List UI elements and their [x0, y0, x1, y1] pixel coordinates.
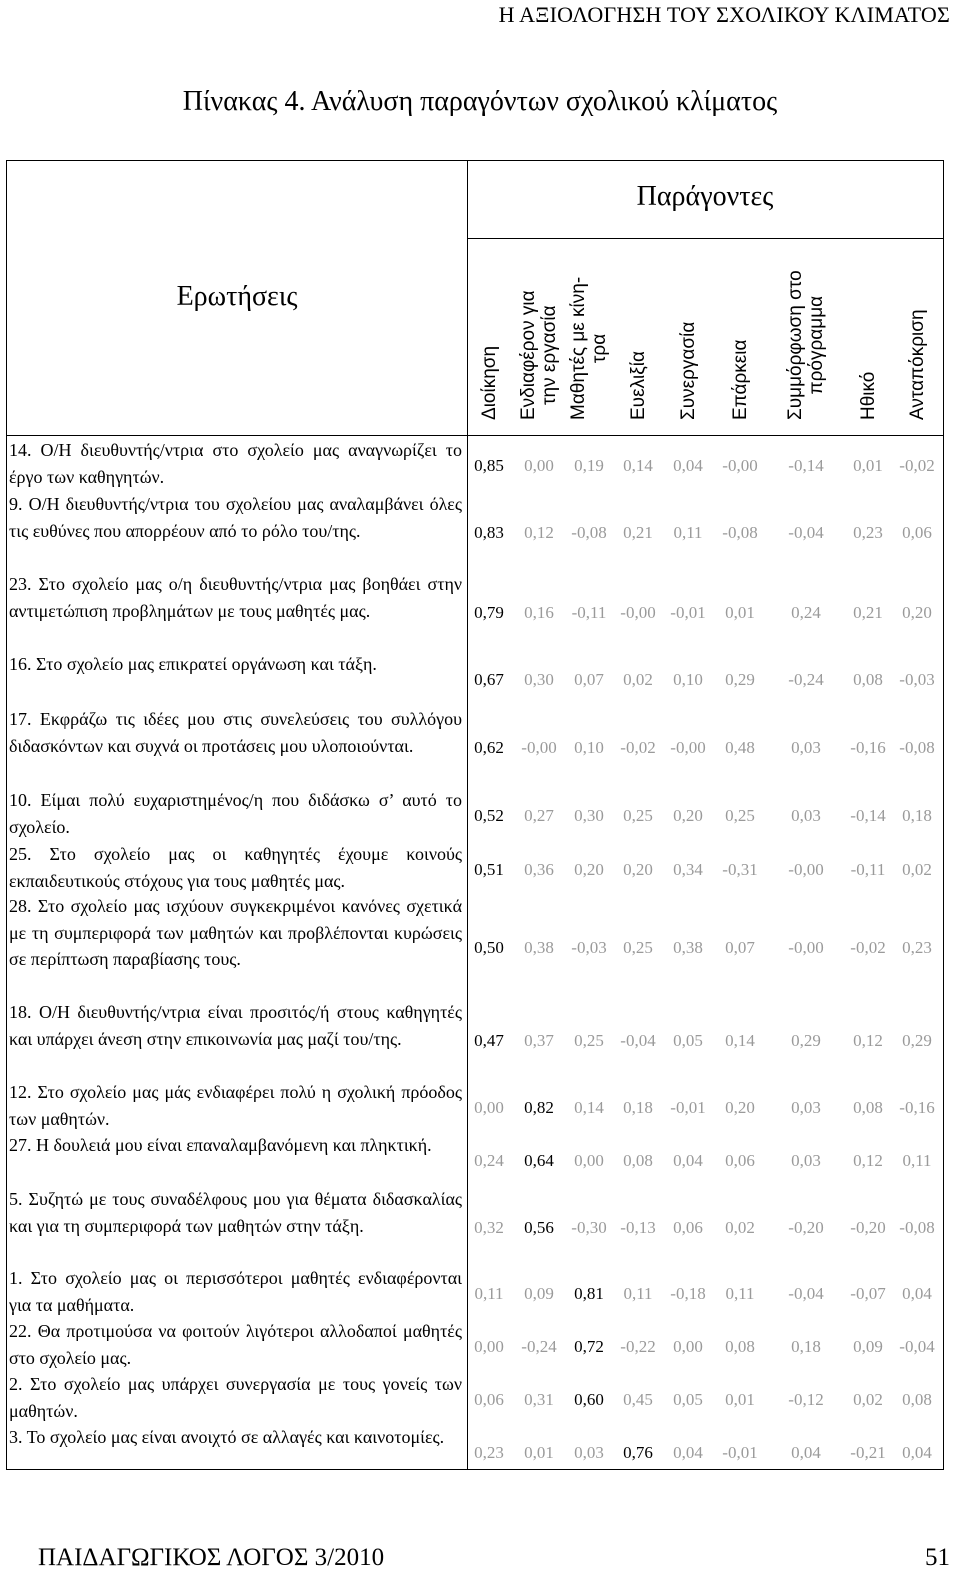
loading-value: -0,04	[788, 1283, 824, 1303]
question-text: 3. Το σχολείο μας είναι ανοιχτό σε αλλαγές και καινοτομίες.	[9, 1427, 445, 1447]
journal-footer: ΠΑΙΔΑΓΩΓΙΚΟΣ ΛΟΓΟΣ 3/2010	[38, 1544, 385, 1571]
loading-value: -0,02	[850, 938, 886, 957]
loading-value: -0,00	[788, 859, 824, 879]
table-row	[7, 571, 943, 651]
loading-value: -0,00	[670, 737, 706, 757]
running-header: Η ΑΞΙΟΛΟΓΗΣΗ ΤΟΥ ΣΧΟΛΙΚΟΥ ΚΛΙΜΑΤΟΣ	[498, 2, 950, 27]
loading-value: 0,00	[474, 1336, 504, 1356]
table-row	[7, 1079, 943, 1132]
loading-value: 0,02	[623, 669, 653, 689]
column-header-line: Διοίκηση	[478, 345, 500, 420]
loading-value: 0,50	[474, 938, 504, 957]
loading-value: -0,08	[899, 1217, 935, 1237]
loading-value: 0,01	[725, 1389, 755, 1409]
loading-value: 0,11	[725, 1283, 755, 1303]
loading-value: 0,18	[623, 1097, 653, 1117]
column-header-line: Μαθητές με κίνη-	[568, 276, 589, 420]
loading-value: 0,52	[474, 805, 504, 825]
header-bottom-border	[7, 435, 943, 436]
loading-value: -0,07	[850, 1283, 886, 1303]
loading-value: 0,08	[853, 1097, 883, 1117]
loading-value: 0,23	[474, 1442, 504, 1462]
table-row	[7, 841, 943, 894]
table-row	[7, 1265, 943, 1318]
loading-value: -0,16	[850, 737, 886, 757]
column-header	[780, 238, 832, 435]
question-text: 28. Στο σχολείο μας ισχύουν συγκεκριμένοι κανόνες σχετικά με τη συμπεριφορά των μαθητών και προβλέπονται κυρώσεις σε περίπτωση παραβίασης τους.	[9, 896, 462, 969]
column-header-label	[858, 372, 879, 420]
column-header-label	[518, 290, 560, 420]
column-header-line: τρα	[589, 333, 610, 364]
loading-value: 0,79	[474, 602, 504, 622]
column-header	[891, 238, 943, 435]
loading-value: 0,07	[574, 669, 604, 689]
loading-value: 0,72	[574, 1336, 604, 1356]
loading-value: 0,08	[623, 1150, 653, 1170]
loading-value: 0,83	[474, 522, 504, 542]
loading-value: 0,04	[791, 1442, 821, 1462]
loading-value: -0,20	[850, 1217, 886, 1237]
loading-value: 0,29	[791, 1030, 821, 1050]
loading-value: 0,23	[902, 938, 932, 957]
loading-value: -0,01	[670, 1097, 706, 1117]
loading-value: -0,04	[620, 1030, 656, 1050]
loading-value: -0,02	[620, 737, 656, 757]
loading-value: 0,04	[673, 455, 703, 475]
column-header-label	[628, 351, 649, 420]
table-row	[7, 491, 943, 571]
loading-value: 0,06	[673, 1217, 703, 1237]
column-header	[612, 238, 664, 435]
loading-value: -0,03	[899, 669, 935, 689]
loading-value: 0,82	[524, 1097, 554, 1117]
loading-value: 0,03	[791, 1150, 821, 1170]
loading-value: 0,14	[623, 455, 653, 475]
loading-value: 0,09	[853, 1336, 883, 1356]
loading-value: 0,31	[524, 1389, 554, 1409]
loading-value: 0,08	[902, 1389, 932, 1409]
column-header-label	[785, 270, 827, 420]
column-header-line: Συνεργασία	[677, 321, 699, 420]
table-row	[7, 893, 943, 999]
loading-value: 0,12	[524, 522, 554, 542]
loading-value: -0,04	[788, 522, 824, 542]
loading-value: 0,32	[474, 1217, 504, 1237]
loading-value: 0,02	[853, 1389, 883, 1409]
loading-value: 0,06	[474, 1389, 504, 1409]
loading-value: -0,01	[722, 1442, 758, 1462]
loading-value: -0,21	[850, 1442, 886, 1462]
column-header-label	[678, 322, 699, 420]
loading-value: 0,02	[725, 1217, 755, 1237]
table-row	[7, 1371, 943, 1424]
table-row	[7, 1424, 943, 1477]
column-header-line: Ευελιξία	[627, 351, 649, 420]
loading-value: 0,25	[574, 1030, 604, 1050]
loading-value: 0,11	[623, 1283, 653, 1303]
column-header	[714, 238, 766, 435]
question-text: 18. Ο/Η διευθυντής/ντρια είναι προσιτός/ή στους καθηγητές και υπάρχει άνεση στην επικοινωνία μας μαζί του/της.	[9, 1002, 462, 1049]
loading-value: 0,38	[673, 938, 703, 957]
loading-value: -0,08	[722, 522, 758, 542]
table-row	[7, 437, 943, 490]
loading-value: 0,81	[574, 1283, 604, 1303]
loading-value: -0,31	[722, 859, 758, 879]
loading-value: 0,18	[791, 1336, 821, 1356]
loading-value: 0,20	[623, 859, 653, 879]
loading-value: -0,30	[571, 1217, 607, 1237]
loading-value: 0,12	[853, 1030, 883, 1050]
table-row	[7, 787, 943, 840]
question-text: 10. Είμαι πολύ ευχαριστημένος/η που διδάσκω σ’ αυτό το σχολείο.	[9, 790, 462, 837]
loading-value: 0,03	[791, 737, 821, 757]
column-header-line: Επάρκεια	[729, 339, 751, 420]
loading-value: 0,36	[524, 859, 554, 879]
column-header-line: Ανταπόκριση	[906, 309, 928, 420]
loading-value: -0,08	[899, 737, 935, 757]
column-header-line: πρόγραμμα	[806, 295, 827, 395]
loading-value: 0,21	[853, 602, 883, 622]
question-text: 1. Στο σχολείο μας οι περισσότεροι μαθητές ενδιαφέρονται για τα μαθήματα.	[9, 1268, 462, 1315]
loading-value: -0,08	[571, 522, 607, 542]
column-header-label	[479, 346, 500, 420]
column-header-label	[730, 340, 751, 420]
column-header	[513, 238, 565, 435]
loading-value: -0,03	[571, 938, 607, 957]
loading-value: -0,20	[788, 1217, 824, 1237]
question-text: 17. Εκφράζω τις ιδέες μου στις συνελεύσεις του συλλόγου διδασκόντων και συχνά οι προτάσεις μου υλοποιούνται.	[9, 709, 462, 756]
column-header-label	[568, 277, 610, 420]
table-row	[7, 651, 943, 704]
loading-value: -0,00	[521, 737, 557, 757]
table-row	[7, 1186, 943, 1266]
loading-value: 0,20	[725, 1097, 755, 1117]
loading-value: 0,03	[791, 1097, 821, 1117]
loading-value: 0,01	[524, 1442, 554, 1462]
loading-value: 0,00	[574, 1150, 604, 1170]
loading-value: 0,04	[673, 1150, 703, 1170]
loading-value: 0,20	[574, 859, 604, 879]
loading-value: 0,11	[474, 1283, 504, 1303]
loading-value: 0,25	[623, 938, 653, 957]
question-text: 2. Στο σχολείο μας υπάρχει συνεργασία με τους γονείς των μαθητών.	[9, 1374, 462, 1421]
loading-value: 0,11	[902, 1150, 932, 1170]
loading-value: 0,00	[673, 1336, 703, 1356]
loading-value: -0,11	[571, 602, 607, 622]
loading-value: 0,00	[524, 455, 554, 475]
column-header	[563, 238, 615, 435]
questions-header: Ερωτήσεις	[176, 281, 298, 312]
loading-value: 0,10	[673, 669, 703, 689]
column-header	[463, 238, 515, 435]
loading-value: 0,04	[673, 1442, 703, 1462]
loading-value: -0,01	[670, 602, 706, 622]
loading-value: 0,27	[524, 805, 554, 825]
loading-value: -0,04	[899, 1336, 935, 1356]
table-row	[7, 706, 943, 786]
loading-value: 0,67	[474, 669, 504, 689]
loading-value: 0,03	[791, 805, 821, 825]
loading-value: 0,01	[725, 602, 755, 622]
question-text: 25. Στο σχολείο μας οι καθηγητές έχουμε κοινούς εκπαιδευτικούς στόχους για τους μαθητές μας.	[9, 844, 462, 891]
loading-value: 0,34	[673, 859, 703, 879]
loading-value: 0,30	[524, 669, 554, 689]
loading-value: -0,14	[788, 455, 824, 475]
question-text: 9. Ο/Η διευθυντής/ντρια του σχολείου μας αναλαμβάνει όλες τις ευθύνες που απορρέουν από το ρόλο του/της.	[9, 494, 462, 541]
loading-value: 0,23	[853, 522, 883, 542]
loading-value: 0,05	[673, 1030, 703, 1050]
loading-value: 0,04	[902, 1283, 932, 1303]
loading-value: -0,00	[722, 455, 758, 475]
loading-value: 0,19	[574, 455, 604, 475]
column-header-line: την εργασία	[539, 305, 560, 405]
loading-value: -0,12	[788, 1389, 824, 1409]
loading-value: 0,10	[574, 737, 604, 757]
table-row	[7, 999, 943, 1079]
loading-value: 0,06	[725, 1150, 755, 1170]
column-header-line: Συμμόρφωση στο	[785, 270, 806, 420]
loading-value: 0,08	[853, 669, 883, 689]
loading-value: 0,24	[474, 1150, 504, 1170]
loading-value: 0,05	[673, 1389, 703, 1409]
loading-value: 0,76	[623, 1442, 653, 1462]
loading-value: -0,00	[788, 938, 824, 957]
loading-value: 0,07	[725, 938, 755, 957]
question-text: 23. Στο σχολείο μας ο/η διευθυντής/ντρια μας βοηθάει στην αντιμετώπιση προβλημάτων με τους μαθητές μας.	[9, 574, 462, 621]
loading-value: 0,38	[524, 938, 554, 957]
loading-value: 0,20	[902, 602, 932, 622]
question-text: 14. Ο/Η διευθυντής/ντρια στο σχολείο μας αναγνωρίζει το έργο των καθηγητών.	[9, 440, 462, 487]
loading-value: 0,60	[574, 1389, 604, 1409]
loading-value: 0,29	[902, 1030, 932, 1050]
loading-value: 0,04	[902, 1442, 932, 1462]
loading-value: 0,21	[623, 522, 653, 542]
loading-value: 0,11	[673, 522, 703, 542]
loading-value: 0,16	[524, 602, 554, 622]
loading-value: -0,00	[620, 602, 656, 622]
factor-table	[6, 160, 944, 1470]
table-title: Πίνακας 4. Ανάλυση παραγόντων σχολικού κλίματος	[182, 86, 778, 117]
loading-value: 0,45	[623, 1389, 653, 1409]
loading-value: 0,09	[524, 1283, 554, 1303]
loading-value: 0,08	[725, 1336, 755, 1356]
table-row	[7, 1132, 943, 1185]
loading-value: 0,14	[574, 1097, 604, 1117]
loading-value: -0,13	[620, 1217, 656, 1237]
loading-value: 0,20	[673, 805, 703, 825]
page-number: 51	[925, 1544, 950, 1571]
question-text: 5. Συζητώ με τους συναδέλφους μου για θέματα διδασκαλίας και για τη συμπεριφορά των μαθητών στην τάξη.	[9, 1189, 462, 1236]
loading-value: -0,24	[788, 669, 824, 689]
loading-value: 0,02	[902, 859, 932, 879]
loading-value: 0,03	[574, 1442, 604, 1462]
loading-value: -0,02	[899, 455, 935, 475]
loading-value: -0,14	[850, 805, 886, 825]
column-header	[662, 238, 714, 435]
factors-header: Παράγοντες	[636, 181, 774, 212]
loading-value: 0,25	[623, 805, 653, 825]
loading-value: 0,37	[524, 1030, 554, 1050]
column-header-label	[907, 309, 928, 420]
loading-value: 0,25	[725, 805, 755, 825]
column-header-line: Ενδιαφέρον για	[518, 290, 539, 420]
table-row	[7, 1318, 943, 1371]
loading-value: 0,62	[474, 737, 504, 757]
loading-value: 0,00	[474, 1097, 504, 1117]
loading-value: 0,85	[474, 455, 504, 475]
loading-value: 0,56	[524, 1217, 554, 1237]
question-text: 27. Η δουλειά μου είναι επαναλαμβανόμενη και πληκτική.	[9, 1135, 432, 1155]
loading-value: -0,16	[899, 1097, 935, 1117]
loading-value: -0,11	[850, 859, 886, 879]
question-text: 22. Θα προτιμούσα να φοιτούν λιγότεροι αλλοδαποί μαθητές στο σχολείο μας.	[9, 1321, 462, 1368]
loading-value: 0,30	[574, 805, 604, 825]
loading-value: 0,29	[725, 669, 755, 689]
loading-value: -0,24	[521, 1336, 557, 1356]
question-text: 12. Στο σχολείο μας μάς ενδιαφέρει πολύ η σχολική πρόοδος των μαθητών.	[9, 1082, 462, 1129]
loading-value: 0,51	[474, 859, 504, 879]
loading-value: 0,24	[791, 602, 821, 622]
loading-value: -0,18	[670, 1283, 706, 1303]
loading-value: 0,14	[725, 1030, 755, 1050]
loading-value: 0,01	[853, 455, 883, 475]
loading-value: 0,06	[902, 522, 932, 542]
loading-value: 0,12	[853, 1150, 883, 1170]
loading-value: 0,18	[902, 805, 932, 825]
question-text: 16. Στο σχολείο μας επικρατεί οργάνωση και τάξη.	[9, 654, 377, 674]
loading-value: 0,64	[524, 1150, 554, 1170]
loading-value: -0,22	[620, 1336, 656, 1356]
loading-value: 0,48	[725, 737, 755, 757]
column-header	[842, 238, 894, 435]
loading-value: 0,47	[474, 1030, 504, 1050]
column-header-line: Ηθικό	[857, 371, 879, 420]
